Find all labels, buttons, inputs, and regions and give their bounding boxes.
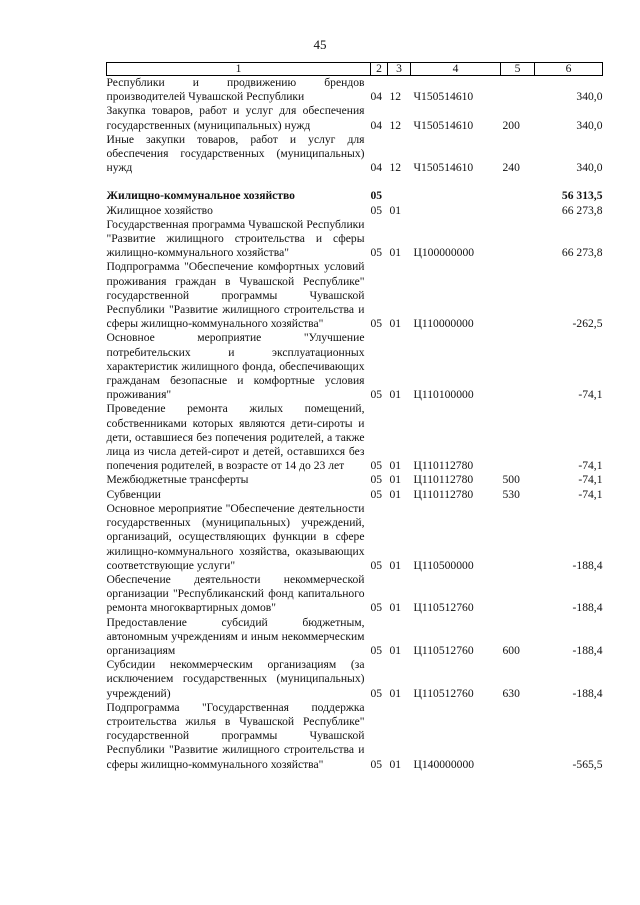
header-row <box>107 63 603 76</box>
row-expense-type: 530 <box>502 487 520 501</box>
row-section: 05 <box>370 558 383 572</box>
spacer-cell <box>107 175 603 189</box>
row-amount: 340,0 <box>576 90 603 104</box>
table-row <box>107 260 603 331</box>
header-col-2: 2 <box>371 63 388 76</box>
row-amount: -74,1 <box>578 388 603 402</box>
row-subsection: 12 <box>389 118 402 132</box>
row-subsection: 01 <box>389 473 402 487</box>
row-name: Основное мероприятие "Улучшение потребительских и эксплуатационных характеристик жилищного фонда, обеспечивающих гражданам безопасные и комфортные условия проживания" <box>106 331 365 402</box>
row-section: 05 <box>370 601 383 615</box>
row-name: Субсидии некоммерческим организациям (за исключением государственных (муниципальных) учреждений) <box>106 658 365 700</box>
row-subsection: 12 <box>389 161 402 175</box>
row-amount: -74,1 <box>578 487 603 501</box>
row-expense-type <box>501 402 535 473</box>
row-expense-type <box>501 204 535 218</box>
row-section: 05 <box>370 643 383 657</box>
row-subsection <box>388 189 411 203</box>
header-col-1: 1 <box>107 63 371 76</box>
table-row <box>107 133 603 176</box>
row-target-code: Ц110500000 <box>413 558 474 572</box>
row-subsection: 01 <box>389 317 402 331</box>
row-name: Подпрограмма "Обеспечение комфортных условий проживания граждан в Чувашской Республике" государственной программы Чувашской Республики "Развитие жилищного строительства и сферы жилищно-коммунального хозяйства" <box>106 260 365 331</box>
row-target-code: Ц140000000 <box>413 757 475 771</box>
row-amount: 340,0 <box>576 118 603 132</box>
row-expense-type <box>501 502 535 573</box>
row-expense-type <box>501 331 535 402</box>
row-target-code <box>411 189 501 203</box>
row-amount: -188,4 <box>572 601 603 615</box>
header-col-4: 4 <box>411 63 501 76</box>
row-target-code: Ц110112780 <box>413 487 474 501</box>
row-name: Республики и продвижению брендов производителей Чувашской Республики <box>106 76 365 104</box>
row-section: 05 <box>370 317 383 331</box>
table-row <box>107 331 603 402</box>
row-expense-type <box>501 573 535 616</box>
header-col-5: 5 <box>501 63 535 76</box>
table-row <box>107 76 603 105</box>
row-name: Жилищное хозяйство <box>106 203 213 217</box>
row-amount: -74,1 <box>578 459 603 473</box>
row-expense-type <box>501 189 535 203</box>
row-target-code: Ц100000000 <box>413 246 475 260</box>
table-row <box>107 189 603 203</box>
row-name: Иные закупки товаров, работ и услуг для обеспечения государственных (муниципальных) нужд <box>106 132 365 175</box>
row-expense-type <box>501 76 535 105</box>
row-name: Основное мероприятие "Обеспечение деятельности государственных (муниципальных) учреждений, организаций, осуществляющих функции в сфере жилищно-коммунального хозяйства, оказывающих соответствующие услуги" <box>106 501 365 572</box>
row-subsection: 01 <box>389 203 402 217</box>
row-amount: -565,5 <box>572 757 603 771</box>
budget-table <box>106 62 603 772</box>
row-amount: 340,0 <box>576 161 603 175</box>
row-amount: -188,4 <box>572 643 603 657</box>
row-section: 05 <box>370 473 383 487</box>
row-section: 05 <box>370 487 383 501</box>
row-expense-type: 500 <box>502 473 520 487</box>
row-section: 05 <box>370 459 383 473</box>
table-header <box>107 63 603 76</box>
row-subsection: 01 <box>389 487 402 501</box>
header-col-6: 6 <box>535 63 603 76</box>
table-row <box>107 104 603 132</box>
row-target-code: Ц110512760 <box>413 643 474 657</box>
row-section: 05 <box>370 246 383 260</box>
row-name: Закупка товаров, работ и услуг для обеспечения государственных (муниципальных) нужд <box>106 104 365 132</box>
row-name: Подпрограмма "Государственная поддержка строительства жилья в Чувашской Республике" государственной программы Чувашской Республики "Развитие жилищного строительства и сферы жилищно-коммунального хозяйства" <box>106 700 365 771</box>
row-expense-type: 630 <box>502 686 520 700</box>
row-amount: -188,4 <box>572 558 603 572</box>
row-section: 04 <box>370 118 383 132</box>
row-name: Межбюджетные трансферты <box>106 473 249 487</box>
row-subsection: 12 <box>389 90 402 104</box>
row-name: Предоставление субсидий бюджетным, автономным учреждениям и иным некоммерческим организациям <box>106 615 365 657</box>
table-row <box>107 701 603 772</box>
row-subsection: 01 <box>389 388 402 402</box>
table-row <box>107 218 603 261</box>
row-section: 05 <box>370 203 383 217</box>
row-section: 04 <box>370 161 383 175</box>
row-expense-type: 240 <box>502 161 520 175</box>
row-subsection: 01 <box>389 601 402 615</box>
row-name: Обеспечение деятельности некоммерческой организации "Республиканский фонд капитального ремонта многоквартирных домов" <box>106 572 365 615</box>
row-section: 05 <box>370 686 383 700</box>
row-subsection: 01 <box>389 459 402 473</box>
row-subsection: 01 <box>389 686 402 700</box>
row-amount: 56 313,5 <box>561 189 603 203</box>
table-row <box>107 502 603 573</box>
row-target-code: Ч150514610 <box>413 161 474 175</box>
row-subsection: 01 <box>389 558 402 572</box>
row-subsection: 01 <box>389 757 402 771</box>
row-target-code: Ц110112780 <box>413 459 474 473</box>
row-target-code: Ц110100000 <box>413 388 474 402</box>
row-target-code: Ц110512760 <box>413 601 474 615</box>
row-amount: -74,1 <box>578 473 603 487</box>
table-row <box>107 573 603 616</box>
row-section: 05 <box>370 757 383 771</box>
row-expense-type: 600 <box>502 643 520 657</box>
spacer-row <box>107 175 603 189</box>
table-row <box>107 658 603 701</box>
row-target-code: Ц110000000 <box>413 317 474 331</box>
page-number: 45 <box>313 37 327 52</box>
row-amount: -188,4 <box>572 686 603 700</box>
table-row <box>107 616 603 659</box>
table-row <box>107 473 603 487</box>
row-amount: -262,5 <box>572 317 603 331</box>
row-amount: 66 273,8 <box>561 246 603 260</box>
row-section: 05 <box>370 388 383 402</box>
row-name: Субвенции <box>106 487 161 501</box>
table-row <box>107 488 603 502</box>
row-target-code: Ц110112780 <box>413 473 474 487</box>
table-row <box>107 204 603 218</box>
row-expense-type <box>501 218 535 261</box>
row-section: 04 <box>370 90 383 104</box>
table-body <box>107 76 603 772</box>
row-target-code: Ц110512760 <box>413 686 474 700</box>
row-name: Государственная программа Чувашской Республики "Развитие жилищного строительства и сферы жилищно-коммунального хозяйства" <box>106 217 365 260</box>
row-expense-type <box>501 260 535 331</box>
row-target-code: Ч150514610 <box>413 90 474 104</box>
row-section: 05 <box>370 189 383 203</box>
row-name: Проведение ремонта жилых помещений, собственниками которых являются дети-сироты и дети, оставшиеся без попечения родителей, а также лица из числа детей-сирот и детей, оставшихся без попечения родителей, в возрасте от 14 до 23 лет <box>106 402 365 473</box>
row-name: Жилищно-коммунальное хозяйство <box>106 189 295 203</box>
row-subsection: 01 <box>389 643 402 657</box>
row-expense-type: 200 <box>502 118 520 132</box>
header-col-3: 3 <box>388 63 411 76</box>
row-amount: 66 273,8 <box>561 203 603 217</box>
row-subsection: 01 <box>389 246 402 260</box>
row-expense-type <box>501 701 535 772</box>
row-target-code <box>411 204 501 218</box>
table-row <box>107 402 603 473</box>
row-target-code: Ч150514610 <box>413 118 474 132</box>
